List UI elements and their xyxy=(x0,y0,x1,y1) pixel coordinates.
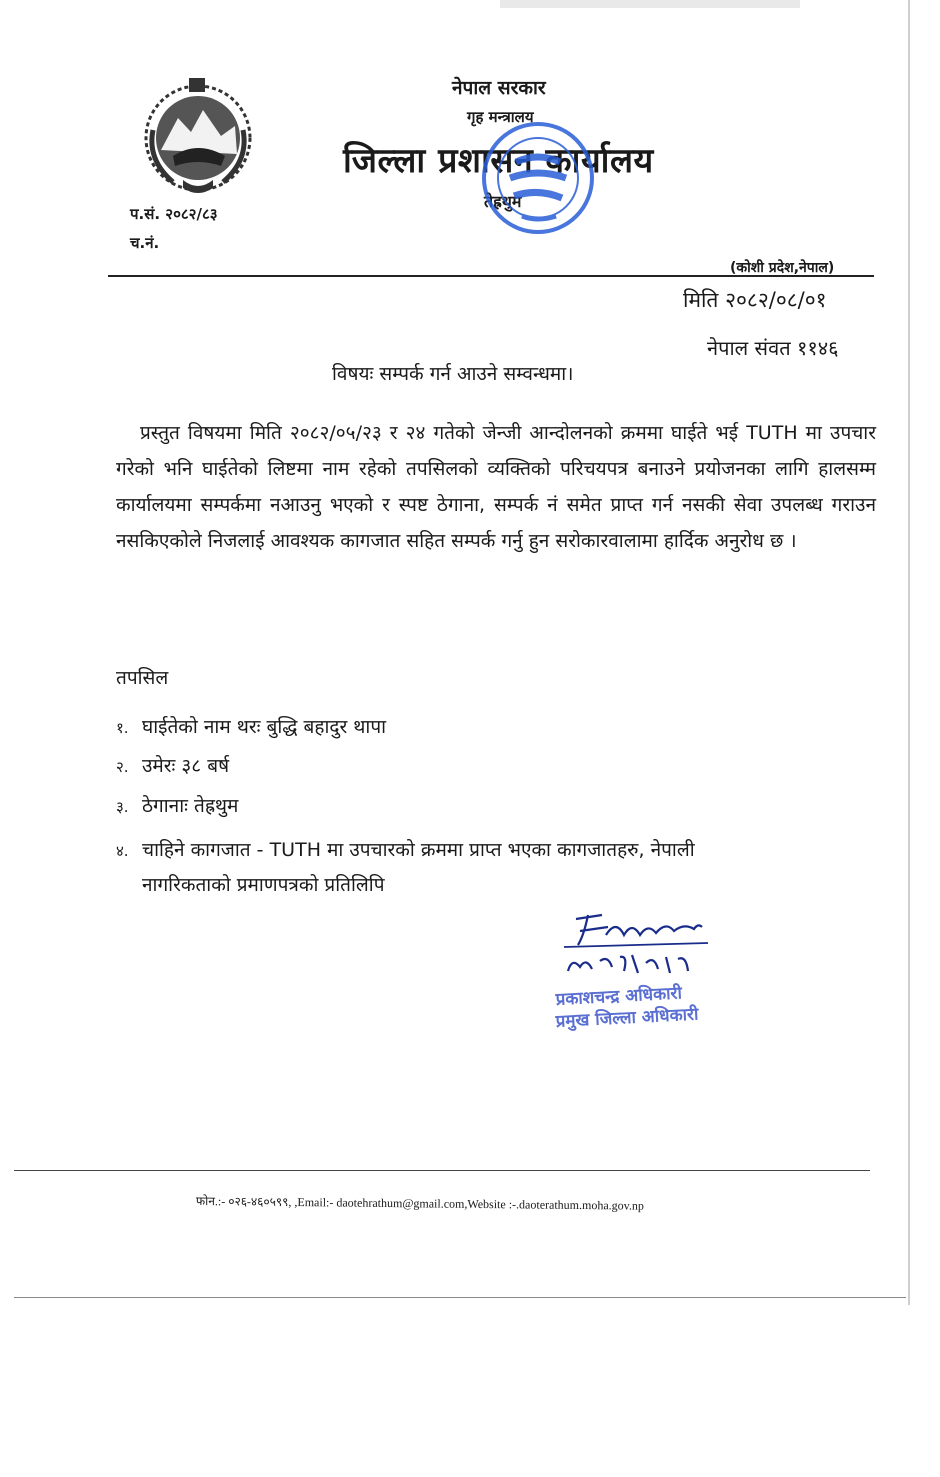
annex-item-text: ठेगानाः तेह्रथुम xyxy=(142,795,239,817)
government-name: नेपाल सरकार xyxy=(452,77,546,99)
office-round-seal-icon xyxy=(476,106,600,256)
scan-edge-right xyxy=(908,0,910,1305)
annex-item xyxy=(116,713,386,739)
letter-body: प्रस्तुत विषयमा मिति २०८२/०५/२३ र २४ गतेको जेन्जी आन्दोलनको क्रममा घाईते भई TUTH मा उपचार गरेको भनि घाईतेको लिष्टमा नाम रहेको तपसिलको व्यक्तिको परिचयपत्र बनाउने प्रयोजनका लागि हालसम्म कार्यालयमा सम्पर्कमा नआउनु भएको र स्पष्ट ठेगाना, सम्पर्क नं समेत प्राप्त गर्न नसकी सेवा उपलब्ध गराउन नसकिएकोले निजलाई आवश्यक कागजात सहित सम्पर्क गर्नु हुन सरोकारवालामा हार्दिक अनुरोध छ । xyxy=(116,422,876,552)
page-bottom-edge xyxy=(14,1297,906,1298)
reference-number: प.सं. २०८२/८३ xyxy=(130,205,218,223)
annex-item xyxy=(116,833,876,902)
province-label: (कोशी प्रदेश,नेपाल) xyxy=(730,260,835,276)
scan-edge-top xyxy=(500,0,800,8)
annex-item-text-continued: नागरिकताको प्रमाणपत्रको प्रतिलिपि xyxy=(142,874,385,896)
annex-item xyxy=(116,752,229,778)
nepal-government-emblem-icon xyxy=(133,70,263,200)
signer-title: प्रमुख जिल्ला अधिकारी xyxy=(555,1004,699,1032)
signer-name: प्रकाशचन्द्र अधिकारी xyxy=(555,983,683,1010)
annex-item-number: १. xyxy=(116,719,129,737)
annex-item-text: उमेरः ३८ बर्ष xyxy=(142,755,230,777)
header-divider xyxy=(108,275,874,277)
letter-date: मिति २०८२/०८/०१ xyxy=(683,288,827,312)
office-name: जिल्ला प्रशासन कार्यालय xyxy=(343,141,654,181)
letter-subject: विषयः सम्पर्क गर्न आउने सम्वन्धमा। xyxy=(332,363,574,385)
footer-contact-info: फोन.:- ०२६-४६०५९९, ,Email:- daotehrathum@gmail.com,Website :-.daoterathum.moha.gov.np xyxy=(195,1193,645,1213)
nepal-sambat-date: नेपाल संवत ११४६ xyxy=(707,336,839,360)
annex-item-number: ४. xyxy=(116,842,129,860)
footer-divider xyxy=(14,1170,870,1171)
annex-item-number: २. xyxy=(116,758,129,776)
dispatch-number: च.नं. xyxy=(130,234,160,252)
annex-heading: तपसिल xyxy=(116,667,169,689)
annex-item xyxy=(116,792,238,818)
annex-item-text: चाहिने कागजात - TUTH मा उपचारको क्रममा प्राप्त भएका कागजातहरु, नेपाली xyxy=(142,839,695,861)
office-district: तेह्रथुम xyxy=(484,192,522,211)
handwritten-signature-icon xyxy=(558,905,718,985)
ministry-name: गृह मन्त्रालय xyxy=(467,108,534,126)
annex-item-text: घाईतेको नाम थरः बुद्धि बहादुर थापा xyxy=(142,716,387,738)
annex-item-number: ३. xyxy=(116,798,129,816)
